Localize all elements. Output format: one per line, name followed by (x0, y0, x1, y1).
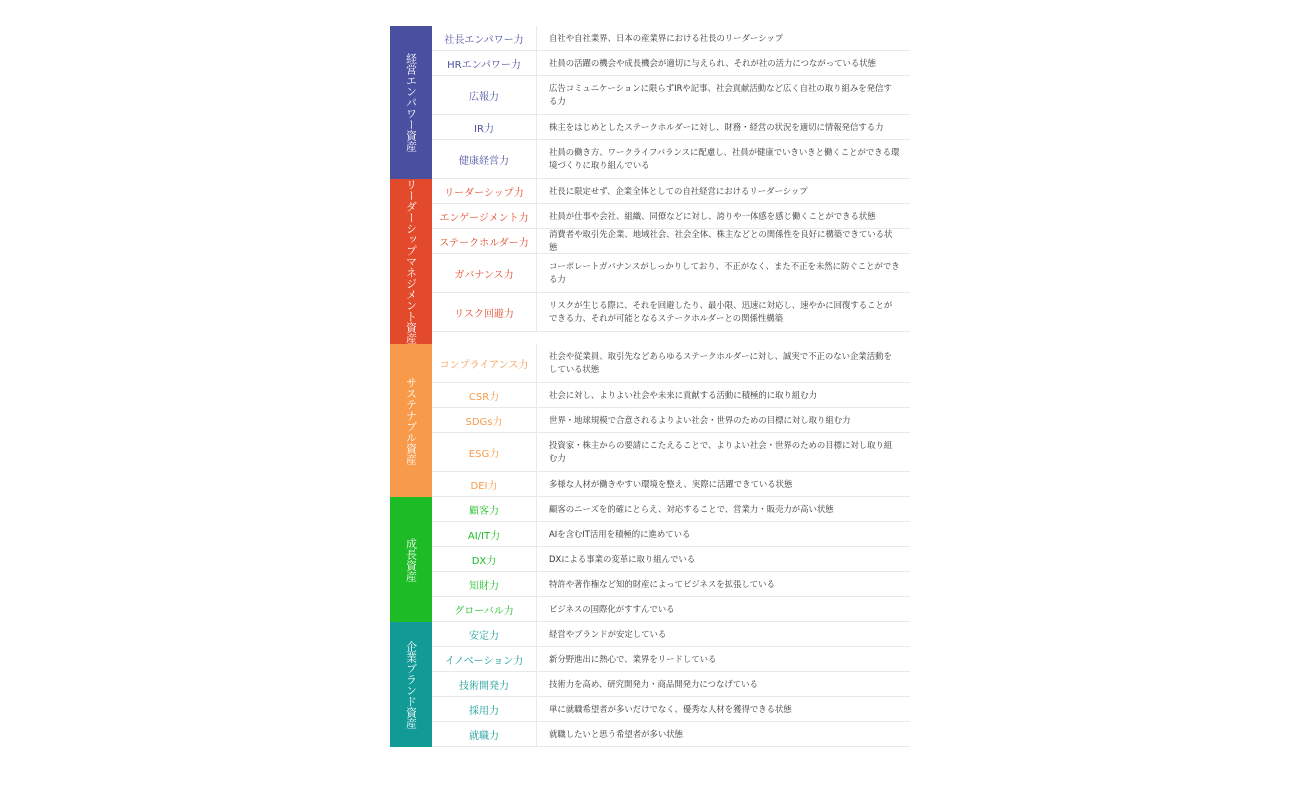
asset-table (390, 26, 910, 747)
group-growth (390, 497, 910, 622)
row-desc: AIを含むIT活用を積極的に進めている (549, 528, 691, 539)
table-row (432, 293, 910, 332)
row-name: 健康経営力 (432, 140, 537, 178)
row-desc: DXによる事業の変革に取り組んでいる (549, 553, 696, 564)
row-desc: コーポレートガバナンスがしっかりしており、不正がなく、また不正を未然に防ぐことができる力 (549, 261, 900, 284)
table-row (432, 344, 910, 383)
table-row (432, 547, 910, 572)
row-desc: 多様な人材が働きやすい環境を整え、実際に活躍できている状態 (549, 478, 793, 489)
row-desc: 消費者や取引先企業、地域社会、社会全体、株主などとの関係性を良好に構築できている状態 (549, 229, 893, 252)
row-desc: 社員の働き方、ワークライフバランスに配慮し、社員が健康でいきいきと働くことができる環境づくりに取り組んでいる (549, 147, 900, 170)
group-management-empower (390, 26, 910, 179)
row-name: 広報力 (432, 76, 537, 114)
table-row (432, 497, 910, 522)
row-name: DEI力 (432, 472, 537, 496)
group-label: サステナブル資産 (404, 376, 418, 465)
table-row (432, 697, 910, 722)
row-name: 採用力 (432, 697, 537, 721)
table-row (432, 597, 910, 622)
group-leadership-management (390, 179, 910, 344)
row-name: ESG力 (432, 433, 537, 471)
row-desc: 単に就職希望者が多いだけでなく、優秀な人材を獲得できる状態 (549, 703, 792, 714)
row-desc: リスクが生じる際に、それを回避したり、最小限、迅速に対応し、速やかに回復することができる力、それが可能となるステークホルダーとの関係性構築 (549, 300, 893, 323)
table-row (432, 204, 910, 229)
row-desc: 新分野進出に熱心で、業界をリードしている (549, 653, 717, 664)
row-name: 顧客力 (432, 497, 537, 521)
row-name: IR力 (432, 115, 537, 139)
table-row (432, 140, 910, 179)
group-label: 経営エンパワー資産 (404, 53, 418, 152)
row-name: ガバナンス力 (432, 254, 537, 292)
row-name: HRエンパワー力 (432, 51, 537, 75)
table-row (432, 433, 910, 472)
table-row (432, 254, 910, 293)
group-corporate-brand (390, 622, 910, 747)
table-row (432, 672, 910, 697)
group-label-cell (390, 179, 432, 344)
group-label-cell (390, 497, 432, 622)
row-name: SDGs力 (432, 408, 537, 432)
row-desc: 社会に対し、よりよい社会や未来に貢献する活動に積極的に取り組む力 (549, 389, 817, 400)
group-sustainable (390, 344, 910, 497)
table-row (432, 179, 910, 204)
row-name: グローバル力 (432, 597, 537, 621)
row-desc: ビジネスの国際化がすすんでいる (549, 603, 675, 614)
row-desc: 社会や従業員、取引先などあらゆるステークホルダーに対し、誠実で不正のない企業活動をしている状態 (549, 351, 892, 374)
row-name: ステークホルダー力 (432, 229, 537, 253)
row-name: 就職力 (432, 722, 537, 746)
table-row (432, 115, 910, 140)
group-label-cell (390, 344, 432, 497)
row-name: AI/IT力 (432, 522, 537, 546)
table-row (432, 51, 910, 76)
row-name: DX力 (432, 547, 537, 571)
group-label-cell (390, 26, 432, 179)
group-label: リーダーシップマネジメント資産 (404, 179, 418, 344)
table-row (432, 472, 910, 497)
group-label: 成長資産 (404, 537, 418, 582)
row-desc: 特許や著作権など知的財産によってビジネスを拡張している (549, 578, 775, 589)
table-row (432, 622, 910, 647)
row-desc: 顧客のニーズを的確にとらえ、対応することで、営業力・販売力が高い状態 (549, 503, 834, 514)
row-desc: 社員が仕事や会社、組織、同僚などに対し、誇りや一体感を感じ働くことができる状態 (549, 210, 876, 221)
group-label: 企業ブランド資産 (404, 640, 418, 729)
row-desc: 技術力を高め、研究開発力・商品開発力につなげている (549, 678, 758, 689)
table-row (432, 383, 910, 408)
row-desc: 投資家・株主からの要請にこたえることで、よりよい社会・世界のための目標に対し取り組む力 (549, 440, 893, 463)
table-row (432, 572, 910, 597)
row-name: 知財力 (432, 572, 537, 596)
row-name: リスク回避力 (432, 293, 537, 331)
table-row (432, 408, 910, 433)
table-row (432, 722, 910, 747)
row-name: エンゲージメント力 (432, 204, 537, 228)
row-desc: 広告コミュニケーションに限らずIRや記事、社会貢献活動など広く自社の取り組みを発信する力 (549, 83, 892, 106)
table-row (432, 522, 910, 547)
row-desc: 就職したいと思う希望者が多い状態 (549, 728, 683, 739)
table-row (432, 76, 910, 115)
row-desc: 世界・地球規模で合意されるよりよい社会・世界のための目標に対し取り組む力 (549, 414, 851, 425)
row-desc: 自社や自社業界、日本の産業界における社長のリーダーシップ (549, 32, 784, 43)
row-name: CSR力 (432, 383, 537, 407)
row-name: 社長エンパワー力 (432, 26, 537, 50)
row-desc: 社員の活躍の機会や成長機会が適切に与えられ、それが社の活力につながっている状態 (549, 57, 876, 68)
group-label-cell (390, 622, 432, 747)
row-name: イノベーション力 (432, 647, 537, 671)
row-desc: 社長に限定せず、企業全体としての自社経営におけるリーダーシップ (549, 185, 808, 196)
table-row (432, 26, 910, 51)
row-desc: 経営やブランドが安定している (549, 628, 667, 639)
row-name: リーダーシップ力 (432, 179, 537, 203)
row-name: コンプライアンス力 (432, 344, 537, 382)
row-desc: 株主をはじめとしたステークホルダーに対し、財務・経営の状況を適切に情報発信する力 (549, 121, 884, 132)
table-row (432, 229, 910, 254)
row-name: 技術開発力 (432, 672, 537, 696)
table-row (432, 647, 910, 672)
row-name: 安定力 (432, 622, 537, 646)
